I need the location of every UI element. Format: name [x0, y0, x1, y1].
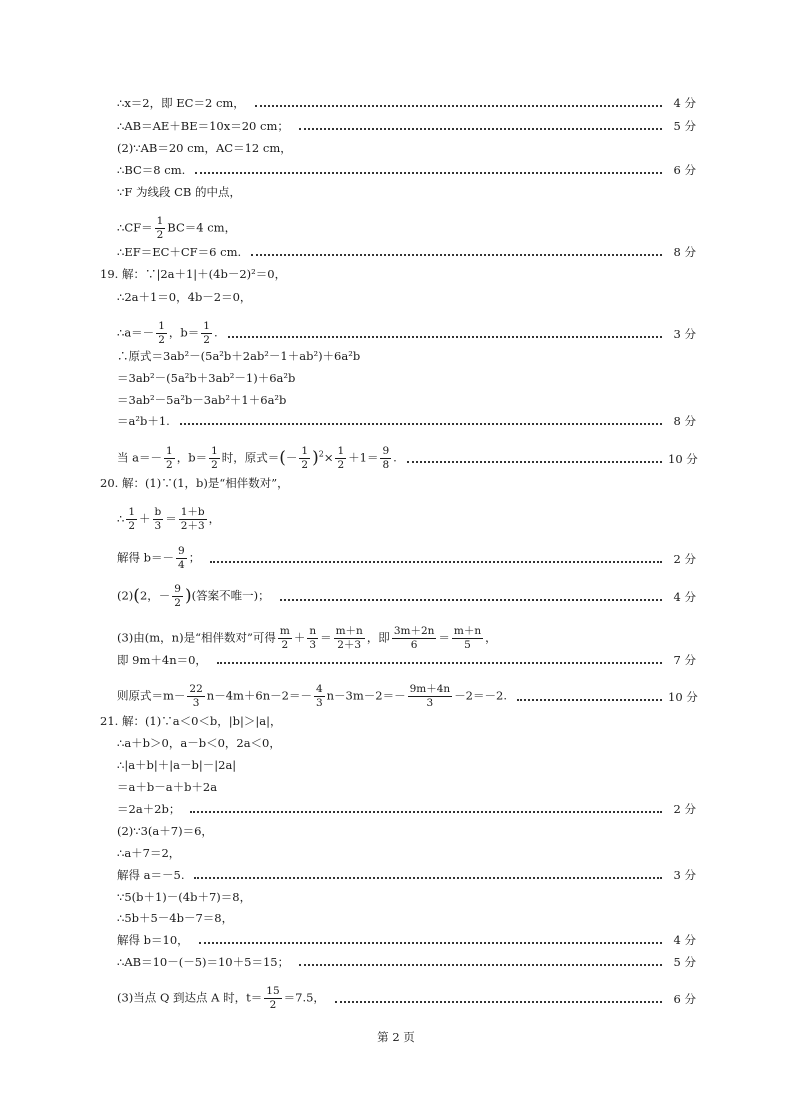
solution-line: (2)(2，－ $\frac{9}{2}$ )(答案不唯一)； 4 分 — [117, 583, 696, 609]
solution-line: (2)∵AB＝20 cm，AC＝12 cm， — [117, 141, 292, 155]
fraction: $\frac{9}{4}$ — [178, 545, 185, 571]
solution-line: ∴CF＝ $\frac{1}{2}$ BC＝4 cm， — [117, 215, 237, 241]
leader-dots — [299, 128, 662, 130]
leader-dots — [255, 105, 662, 107]
solution-line: ＝3ab²－5a²b－3ab²＋1＋6a²b — [117, 393, 287, 407]
leader-dots — [190, 811, 662, 813]
solution-line: ∴a＋b＞0，a－b＜0，2a＜0， — [117, 736, 281, 750]
score: 4 分 — [673, 933, 696, 947]
fraction: $\frac{b}{3}$ — [154, 506, 162, 532]
solution-line: ∵F 为线段 CB 的中点， — [117, 185, 242, 199]
solution-line: ＝2a＋2b； 2 分 — [117, 802, 696, 816]
fraction: $\frac{1}{2}$ — [166, 445, 173, 471]
score: 5 分 — [673, 119, 696, 133]
leader-dots — [335, 1001, 662, 1003]
score: 6 分 — [673, 991, 696, 1006]
leader-dots — [299, 964, 662, 966]
solution-line: ∴AB＝10－(－5)＝10＋5＝15； 5 分 — [117, 955, 696, 969]
leader-dots — [251, 254, 662, 256]
score: 4 分 — [673, 96, 696, 110]
leader-dots — [217, 662, 662, 664]
leader-dots — [407, 461, 662, 463]
fraction: $\frac{1}{2}$ — [128, 506, 136, 532]
solution-line: ∴AB＝AE＋BE＝10x＝20 cm； 5 分 — [117, 119, 696, 133]
fraction: $\frac{1}{2}$ — [158, 320, 165, 346]
solution-line: (3)当点 Q 到达点 A 时，t＝ $\frac{15}{2}$ ＝7.5， 6 分 — [117, 985, 696, 1011]
solution-line: 即 9m＋4n＝0， 7 分 — [117, 653, 696, 667]
solution-line: ∴5b＋5－4b－7＝8， — [117, 911, 234, 925]
solution-line: ∴a＝－ $\frac{1}{2}$ ，b＝ $\frac{1}{2}$ . 3 分 — [117, 320, 696, 346]
fraction: $\frac{15}{2}$ — [266, 985, 280, 1011]
fraction: $\frac{1+b}{2+3}$ — [180, 506, 205, 532]
problem-header: 19. 解：∵|2a＋1|＋(4b－2)²＝0， — [100, 267, 287, 281]
solution-line: ＝a＋b－a＋b＋2a — [117, 780, 218, 794]
score: 3 分 — [673, 326, 696, 341]
fraction: $\frac{m+n}{5}$ — [453, 625, 482, 651]
fraction: $\frac{9}{8}$ — [382, 445, 390, 471]
leader-dots — [199, 942, 662, 944]
page-number: 第 2 页 — [377, 1030, 415, 1044]
score: 5 分 — [673, 955, 696, 969]
leader-dots — [517, 699, 662, 701]
solution-line: ∴BC＝8 cm. 6 分 — [117, 163, 696, 177]
score: 8 分 — [673, 245, 696, 259]
leader-dots — [228, 336, 662, 338]
solution-line: ∴a＋7＝2， — [117, 846, 181, 860]
solution-line: 解得 b＝10， 4 分 — [117, 933, 696, 947]
score: 2 分 — [673, 551, 696, 566]
solution-line: 当 a＝－ $\frac{1}{2}$ ，b＝ $\frac{1}{2}$ 时，原式＝(－ $\frac{1}{2}$ )$^2$× $\frac{1}{2}$ ＋1＝ $\frac{9}{8}$ . 10 分 — [117, 445, 698, 471]
solution-line: ∵5(b＋1)－(4b＋7)＝8， — [117, 890, 252, 904]
score: 4 分 — [673, 589, 696, 604]
solution-line: (3)由(m，n)是“相伴数对”可得 $\frac{m}{2}$ ＋ $\frac{n}{3}$ ＝ $\frac{m+n}{2+3}$ ，即 $\frac{3m+2n}{6}$ ＝ $\frac{m+n}{5}$ ， — [117, 625, 497, 651]
score: 2 分 — [673, 802, 696, 816]
leader-dots — [195, 172, 662, 174]
leader-dots — [210, 561, 662, 563]
score: 10 分 — [668, 689, 698, 704]
fraction: $\frac{9m+4n}{3}$ — [409, 683, 451, 709]
solution-line: 解得 b＝－ $\frac{9}{4}$ ； 2 分 — [117, 545, 696, 571]
fraction: $\frac{1}{2}$ — [203, 320, 210, 346]
problem-header: 20. 解：(1)∵(1，b)是“相伴数对”， — [100, 476, 289, 490]
fraction: $\frac{4}{3}$ — [315, 683, 323, 709]
score: 3 分 — [673, 868, 696, 882]
leader-dots — [280, 599, 662, 601]
leader-dots — [180, 423, 662, 425]
solution-line: ∴2a＋1＝0，4b－2＝0， — [117, 290, 252, 304]
score: 10 分 — [668, 451, 698, 466]
fraction: $\frac{n}{3}$ — [309, 625, 317, 651]
solution-line: 则原式＝m－ $\frac{22}{3}$ n－4m＋6n－2＝－ $\frac{4}{3}$ n－3m－2＝－ $\frac{9m+4n}{3}$ －2＝－2. 10 分 — [117, 683, 698, 709]
solution-line: ∴ $\frac{1}{2}$ ＋ $\frac{b}{3}$ ＝ $\frac{1+b}{2+3}$ ， — [117, 506, 221, 532]
solution-line: ∴|a＋b|＋|a－b|－|2a| — [117, 758, 237, 772]
problem-header: 21. 解：(1)∵a＜0＜b，|b|＞|a|， — [100, 714, 282, 728]
score: 7 分 — [673, 653, 696, 667]
solution-line: ＝3ab²－(5a²b＋3ab²－1)＋6a²b — [117, 371, 296, 385]
score: 8 分 — [673, 414, 696, 428]
solution-line: ∴x＝2，即 EC＝2 cm， 4 分 — [117, 96, 696, 110]
solution-line: 解得 a＝－5. 3 分 — [117, 868, 696, 882]
fraction: $\frac{9}{2}$ — [174, 583, 181, 609]
solution-line: ＝a²b＋1. 8 分 — [117, 414, 696, 428]
fraction: $\frac{m+n}{2+3}$ — [335, 625, 363, 651]
fraction: $\frac{22}{3}$ — [189, 683, 203, 709]
fraction: $\frac{1}{2}$ — [156, 215, 164, 241]
fraction: $\frac{1}{2}$ — [301, 445, 309, 471]
solution-line: (2)∵3(a＋7)＝6， — [117, 824, 213, 838]
fraction: $\frac{m}{2}$ — [279, 625, 290, 651]
solution-line: ∴EF＝EC＋CF＝6 cm. 8 分 — [117, 245, 696, 259]
solution-line: ∴原式＝3ab²－(5a²b＋2ab²－1＋ab²)＋6a²b — [117, 349, 361, 363]
fraction: $\frac{1}{2}$ — [211, 445, 218, 471]
leader-dots — [194, 877, 662, 879]
fraction: $\frac{1}{2}$ — [337, 445, 345, 471]
fraction: $\frac{3m+2n}{6}$ — [393, 625, 435, 651]
score: 6 分 — [673, 163, 696, 177]
